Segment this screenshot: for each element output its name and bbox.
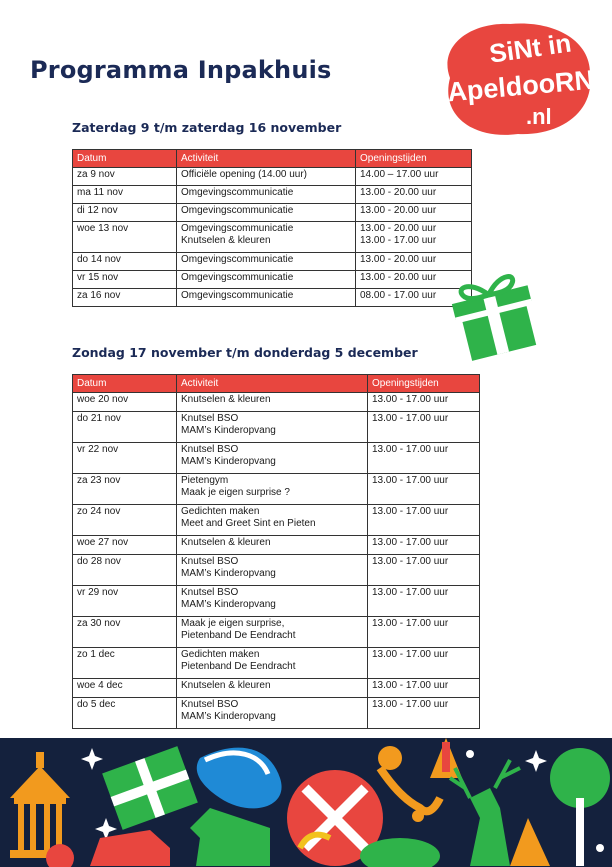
hours-cell xyxy=(368,393,480,412)
activity-cell xyxy=(177,698,368,729)
hours-line: 13.00 - 17.00 uur xyxy=(372,680,449,691)
activity-cell xyxy=(177,505,368,536)
activity-line: MAM’s Kinderopvang xyxy=(181,568,276,579)
activity-cell xyxy=(177,204,356,222)
activity-line: Knutselen & kleuren xyxy=(181,680,271,691)
activity-line: Officiële opening (14.00 uur) xyxy=(181,169,308,180)
hours-cell xyxy=(356,204,472,222)
date-cell: woe 13 nov xyxy=(73,222,177,253)
table-row xyxy=(73,168,472,186)
activity-line: Pietenband De Eendracht xyxy=(181,630,296,641)
date-cell: woe 27 nov xyxy=(73,536,177,555)
table-row xyxy=(73,412,480,443)
hours-cell xyxy=(356,253,472,271)
date-cell: do 28 nov xyxy=(73,555,177,586)
activity-line: MAM’s Kinderopvang xyxy=(181,456,276,467)
table-row xyxy=(73,204,472,222)
svg-text:ApeldooRN: ApeldooRN xyxy=(446,64,596,108)
table-row xyxy=(73,443,480,474)
hours-line: 13.00 - 20.00 uur xyxy=(360,187,437,198)
hours-line: 13.00 - 17.00 uur xyxy=(372,618,449,629)
activity-line: Omgevingscommunicatie xyxy=(181,187,294,198)
activity-line: Knutsel BSO xyxy=(181,413,239,424)
activity-line: Maak je eigen surprise ? xyxy=(181,487,290,498)
hours-line: 13.00 - 17.00 uur xyxy=(372,394,449,405)
date-cell: di 12 nov xyxy=(73,204,177,222)
activity-line: Knutselen & kleuren xyxy=(181,537,271,548)
activity-cell xyxy=(177,168,356,186)
date-cell: do 5 dec xyxy=(73,698,177,729)
activity-cell xyxy=(177,536,368,555)
table-row xyxy=(73,222,472,253)
table-row xyxy=(73,555,480,586)
schedule-table-2 xyxy=(72,374,480,729)
activity-line: Omgevingscommunicatie xyxy=(181,205,294,216)
hours-line: 13.00 - 20.00 uur xyxy=(360,254,437,265)
hours-line: 14.00 – 17.00 uur xyxy=(360,169,439,180)
page-title: Programma Inpakhuis xyxy=(30,56,332,84)
column-header-date: Datum xyxy=(73,150,177,168)
sint-in-apeldoorn-logo xyxy=(430,16,596,140)
hours-line: 13.00 - 20.00 uur xyxy=(360,272,437,283)
date-cell: za 23 nov xyxy=(73,474,177,505)
activity-line: Pietenband De Eendracht xyxy=(181,661,296,672)
activity-line: Maak je eigen surprise, xyxy=(181,618,285,629)
gift-icon xyxy=(448,270,542,362)
activity-cell xyxy=(177,412,368,443)
date-cell: za 30 nov xyxy=(73,617,177,648)
table-row xyxy=(73,253,472,271)
date-cell: do 14 nov xyxy=(73,253,177,271)
hours-cell xyxy=(356,186,472,204)
hours-cell xyxy=(368,474,480,505)
table-row xyxy=(73,536,480,555)
hours-cell xyxy=(368,536,480,555)
activity-cell xyxy=(177,222,356,253)
hours-cell xyxy=(368,555,480,586)
date-cell: vr 29 nov xyxy=(73,586,177,617)
hours-line: 13.00 - 17.00 uur xyxy=(372,699,449,710)
hours-cell xyxy=(368,505,480,536)
date-cell: ma 11 nov xyxy=(73,186,177,204)
table-row xyxy=(73,289,472,307)
activity-cell xyxy=(177,186,356,204)
hours-cell xyxy=(356,222,472,253)
activity-line: Knutselen & kleuren xyxy=(181,235,271,246)
date-cell: woe 20 nov xyxy=(73,393,177,412)
hours-cell xyxy=(368,412,480,443)
activity-cell xyxy=(177,393,368,412)
table-row xyxy=(73,679,480,698)
hours-cell xyxy=(368,698,480,729)
hours-line: 13.00 - 17.00 uur xyxy=(372,413,449,424)
activity-cell xyxy=(177,586,368,617)
activity-cell xyxy=(177,253,356,271)
hours-line: 13.00 - 17.00 uur xyxy=(360,235,437,246)
date-cell: vr 22 nov xyxy=(73,443,177,474)
hours-line: 13.00 - 20.00 uur xyxy=(360,205,437,216)
column-header-hours: Openingstijden xyxy=(356,150,472,168)
hours-line: 13.00 - 17.00 uur xyxy=(372,587,449,598)
hours-cell xyxy=(356,168,472,186)
hours-cell xyxy=(368,586,480,617)
table-header-row xyxy=(73,150,472,168)
activity-cell xyxy=(177,617,368,648)
activity-line: Gedichten maken xyxy=(181,506,260,517)
table-row xyxy=(73,505,480,536)
activity-line: Knutsel BSO xyxy=(181,587,239,598)
hours-line: 13.00 - 17.00 uur xyxy=(372,475,449,486)
activity-line: Omgevingscommunicatie xyxy=(181,290,294,301)
hours-line: 13.00 - 17.00 uur xyxy=(372,649,449,660)
date-cell: za 9 nov xyxy=(73,168,177,186)
section-heading-1: Zaterdag 9 t/m zaterdag 16 november xyxy=(72,120,342,135)
svg-text:.nl: .nl xyxy=(526,104,552,129)
table-header-row xyxy=(73,375,480,393)
activity-cell xyxy=(177,555,368,586)
activity-line: Knutsel BSO xyxy=(181,556,239,567)
activity-line: Knutsel BSO xyxy=(181,444,239,455)
activity-line: MAM’s Kinderopvang xyxy=(181,425,276,436)
activity-cell xyxy=(177,289,356,307)
hours-line: 13.00 - 17.00 uur xyxy=(372,506,449,517)
column-header-activity: Activiteit xyxy=(177,375,368,393)
hours-line: 08.00 - 17.00 uur xyxy=(360,290,437,301)
activity-line: Gedichten maken xyxy=(181,649,260,660)
table-row xyxy=(73,648,480,679)
activity-line: Pietengym xyxy=(181,475,229,486)
activity-line: Meet and Greet Sint en Pieten xyxy=(181,518,316,529)
svg-text:SiNt in: SiNt in xyxy=(487,27,574,69)
activity-line: Omgevingscommunicatie xyxy=(181,272,294,283)
table-row xyxy=(73,586,480,617)
activity-cell xyxy=(177,271,356,289)
activity-cell xyxy=(177,648,368,679)
table-row xyxy=(73,271,472,289)
date-cell: zo 1 dec xyxy=(73,648,177,679)
activity-line: Knutsel BSO xyxy=(181,699,239,710)
section-heading-2: Zondag 17 november t/m donderdag 5 december xyxy=(72,345,418,360)
date-cell: vr 15 nov xyxy=(73,271,177,289)
activity-cell xyxy=(177,474,368,505)
activity-line: Knutselen & kleuren xyxy=(181,394,271,405)
date-cell: zo 24 nov xyxy=(73,505,177,536)
column-header-date: Datum xyxy=(73,375,177,393)
hours-line: 13.00 - 17.00 uur xyxy=(372,537,449,548)
date-cell: do 21 nov xyxy=(73,412,177,443)
activity-cell xyxy=(177,679,368,698)
hours-cell xyxy=(368,679,480,698)
date-cell: woe 4 dec xyxy=(73,679,177,698)
table-row xyxy=(73,393,480,412)
activity-line: MAM’s Kinderopvang xyxy=(181,711,276,722)
activity-line: Omgevingscommunicatie xyxy=(181,254,294,265)
activity-cell xyxy=(177,443,368,474)
column-header-activity: Activiteit xyxy=(177,150,356,168)
hours-line: 13.00 - 20.00 uur xyxy=(360,223,437,234)
decorative-illustration-band xyxy=(0,738,612,867)
table-row xyxy=(73,617,480,648)
table-row xyxy=(73,186,472,204)
hours-cell xyxy=(368,648,480,679)
schedule-table-1 xyxy=(72,149,472,307)
date-cell: za 16 nov xyxy=(73,289,177,307)
table-row xyxy=(73,474,480,505)
table-row xyxy=(73,698,480,729)
hours-cell xyxy=(368,617,480,648)
activity-line: Omgevingscommunicatie xyxy=(181,223,294,234)
hours-line: 13.00 - 17.00 uur xyxy=(372,444,449,455)
hours-line: 13.00 - 17.00 uur xyxy=(372,556,449,567)
activity-line: MAM’s Kinderopvang xyxy=(181,599,276,610)
hours-cell xyxy=(368,443,480,474)
column-header-hours: Openingstijden xyxy=(368,375,480,393)
